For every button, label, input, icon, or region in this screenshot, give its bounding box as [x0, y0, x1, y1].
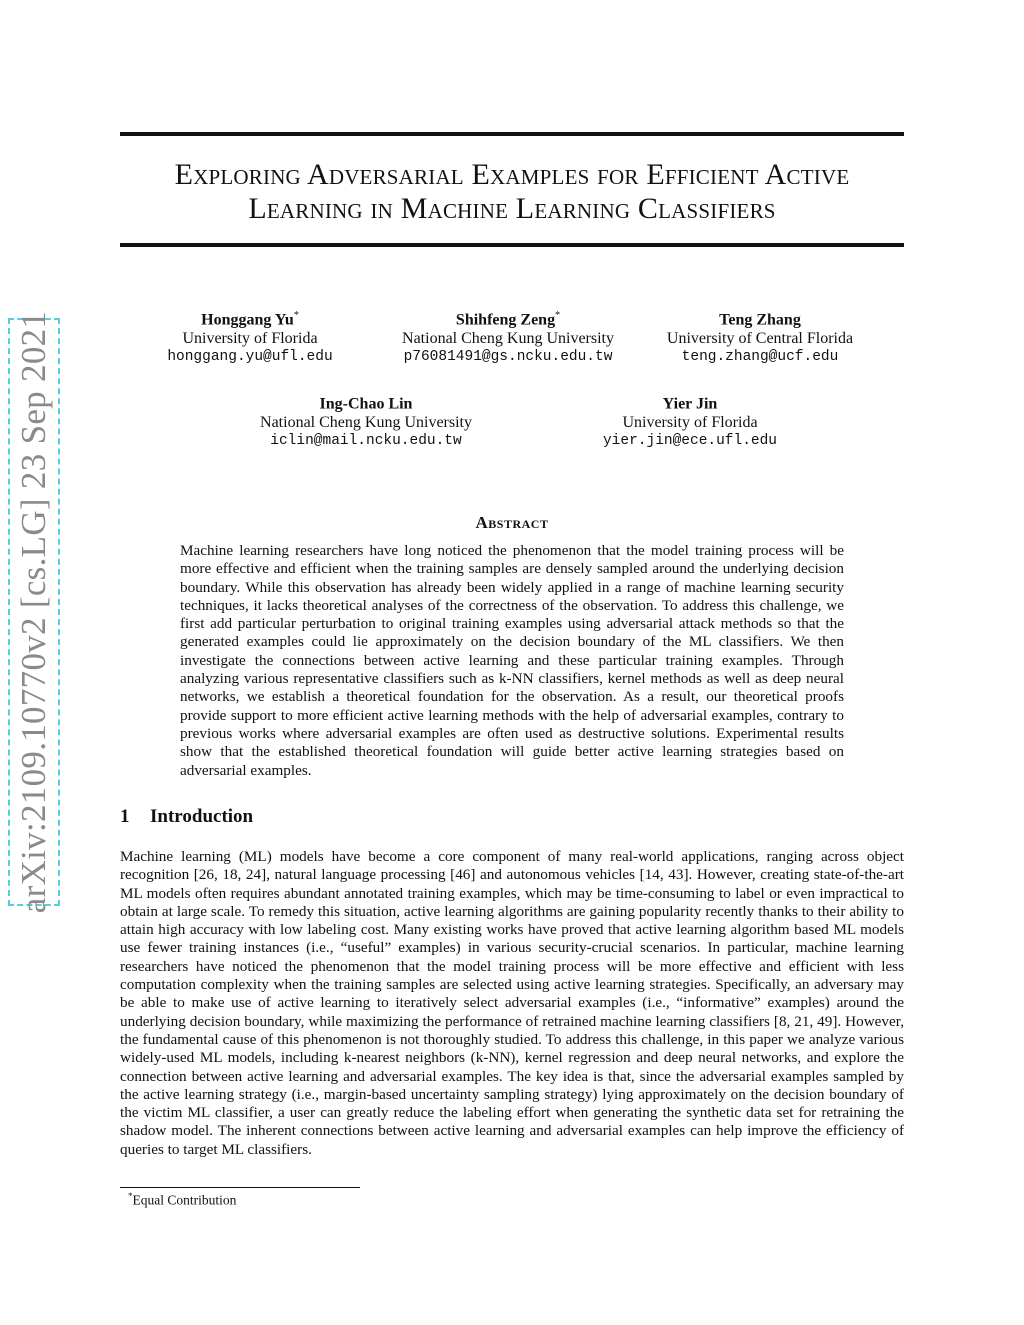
author-affiliation: National Cheng Kung University — [402, 329, 614, 347]
author-affiliation: University of Central Florida — [666, 329, 854, 347]
author-affiliation: University of Florida — [622, 413, 758, 431]
author-mark: * — [293, 310, 299, 321]
author-name: Teng Zhang — [719, 311, 801, 329]
footnote-mark: * — [128, 1191, 133, 1201]
author-email[interactable]: iclin@mail.ncku.edu.tw — [270, 433, 462, 450]
paper-title — [120, 158, 904, 226]
introduction-text: Machine learning (ML) models have become a core component of many real-world applications, ranging across object recognition [26, 18, 24], natural language processing [46] and autonomous vehicles [14, 43]. However, creating state-of-the-art ML models often requires abundant annotated training examples, which may be time-consuming to label or even impractical to obtain at large scale. To remedy this situation, active learning algorithms are gaining popularity recently thanks to their ability to attain high accuracy with low labeling cost. Many existing works have proved that active learning algorithm based ML models use fewer training instances (i.e., “useful” examples) in various security-crucial scenarios. In particular, machine learning researchers have noticed the phenomenon that the model training process will be more effective and efficient with less computation complexity when the training samples are selected using active learning strategies. Specifically, an adversary may be able to make use of active learning to iteratively select adversarial examples (i.e., “informative” examples) around the underlying decision boundary, while maximizing the performance of retrained machine learning classifiers [8, 21, 49]. However, the fundamental cause of this phenomenon is not thoroughly studied. To address this challenge, in this paper we analyze various widely-used ML models, including k-nearest neighbors (k-NN), kernel regression and deep neural networks, and explore the connection between active learning and adversarial examples. The key idea is that, since the adversarial examples sampled by the active learning strategy (i.e., margin-based uncertainty sampling strategy) lying approximately on the decision boundary of the victim ML classifier, a user can greatly reduce the labeling effort when generating the synthetic data set for retraining the shadow model. The inherent connections between active learning and adversarial examples can help improve the efficiency of queries to target ML classifiers. — [120, 848, 904, 1158]
footnote-text: Equal Contribution — [132, 1192, 237, 1208]
section-title: Introduction — [150, 806, 254, 827]
title-line-1: Exploring Adversarial Examples for Efficient Active — [174, 158, 850, 191]
footnote — [128, 1191, 236, 1209]
author-name: Shihfeng Zeng — [455, 311, 556, 329]
abstract-heading: Abstract — [475, 513, 549, 532]
abstract-text: Machine learning researchers have long noticed the phenomenon that the model training process will be more effective and efficient when the training samples are densely sampled around the underlying decision boundary. While this observation has already been widely applied in a range of machine learning security techniques, it lacks theoretical analyses of the correctness of the observation. To address this challenge, we first add particular perturbation to original training examples using adversarial attack methods so that the generated examples could lie approximately on the decision boundary of the ML classifiers. We then investigate the connections between active learning and these particular training examples. Through analyzing various representative classifiers such as k-NN classifiers, kernel methods as well as deep neural networks, we establish a theoretical foundation for the observation. As a result, our theoretical proofs provide support to more efficient active learning methods with the help of adversarial examples, contrary to previous works where adversarial examples are often used as destructive solutions. Experimental results show that the established theoretical foundation will guide better active learning strategies based on adversarial examples. — [180, 542, 844, 779]
arxiv-identifier: arXiv:2109.10770v2 [cs.LG] 23 Sep 2021 — [14, 310, 53, 914]
author-block — [655, 307, 865, 367]
arxiv-identifier-stamp — [8, 310, 60, 914]
title-bottom-rule — [120, 243, 904, 247]
author-email[interactable]: yier.jin@ece.ufl.edu — [602, 433, 778, 450]
author-block — [140, 307, 360, 367]
author-affiliation: National Cheng Kung University — [260, 413, 472, 431]
author-block — [378, 307, 638, 367]
section-heading — [120, 806, 253, 828]
title-line-2: Learning in Machine Learning Classifiers — [248, 192, 776, 225]
title-top-rule — [120, 132, 904, 136]
author-mark: * — [555, 310, 561, 321]
author-block — [590, 391, 790, 451]
footnote-rule — [120, 1187, 360, 1188]
author-name: Yier Jin — [662, 395, 718, 413]
author-email[interactable]: teng.zhang@ucf.edu — [681, 349, 839, 366]
author-name: Ing-Chao Lin — [319, 395, 413, 413]
author-affiliation: University of Florida — [182, 329, 318, 347]
author-email[interactable]: p76081491@gs.ncku.edu.tw — [403, 349, 613, 366]
author-email[interactable]: honggang.yu@ufl.edu — [167, 349, 333, 366]
author-block — [236, 391, 496, 451]
section-number: 1 — [120, 806, 130, 827]
author-name: Honggang Yu — [201, 311, 294, 329]
